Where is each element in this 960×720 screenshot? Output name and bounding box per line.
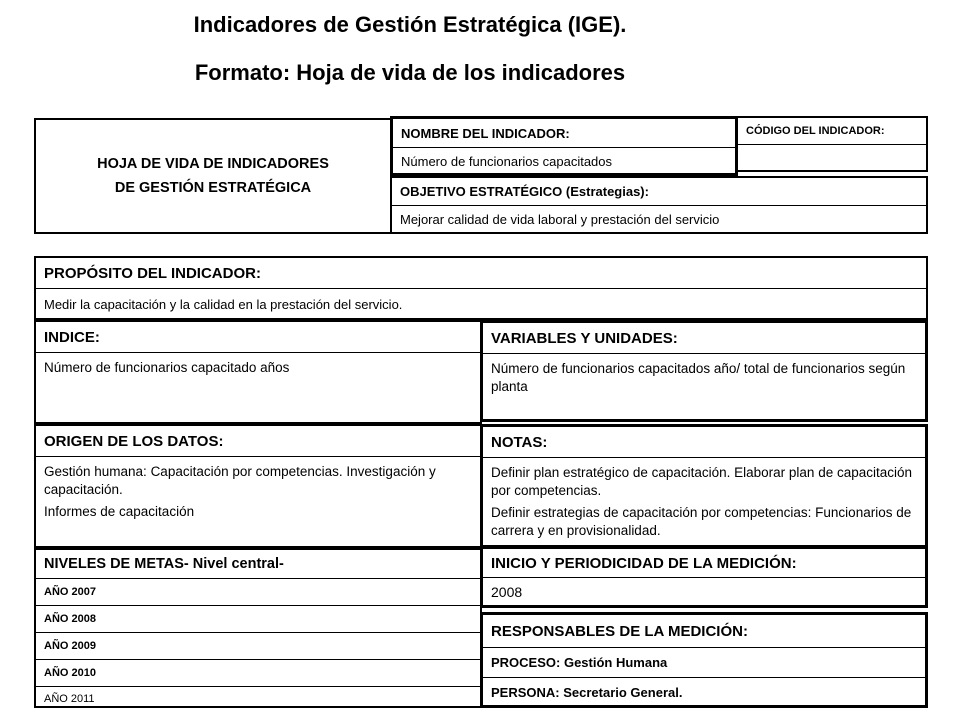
responsables-box	[480, 612, 928, 708]
indice-label: INDICE:	[44, 328, 100, 346]
origen-datos-line: Informes de capacitación	[44, 504, 195, 519]
proposito-value: Medir la capacitación y la calidad en la prestación del servicio.	[36, 288, 926, 319]
meta-year-row: AÑO 2009	[36, 632, 480, 659]
responsables-proceso: PROCESO: Gestión Humana	[483, 647, 925, 677]
proposito-label: PROPÓSITO DEL INDICADOR:	[44, 264, 261, 282]
codigo-indicador-box	[736, 116, 928, 172]
notas-box	[480, 424, 928, 548]
origen-datos-box	[34, 424, 482, 548]
sheet-label-line2: DE GESTIÓN ESTRATÉGICA	[114, 180, 312, 196]
inicio-periodicidad-value: 2008	[483, 577, 925, 606]
meta-year-row: AÑO 2011	[36, 686, 480, 711]
origen-datos-text	[36, 456, 480, 531]
indice-box	[34, 320, 482, 424]
meta-year-row: AÑO 2010	[36, 659, 480, 686]
codigo-indicador-value	[738, 144, 926, 171]
sheet-label-box	[34, 118, 392, 234]
origen-datos-label: ORIGEN DE LOS DATOS:	[44, 432, 224, 450]
responsables-label: RESPONSABLES DE LA MEDICIÓN:	[491, 622, 748, 640]
objetivo-estrategico-value: Mejorar calidad de vida laboral y prestación del servicio	[392, 205, 926, 233]
inicio-periodicidad-label: INICIO Y PERIODICIDAD DE LA MEDICIÓN:	[491, 554, 797, 572]
objetivo-estrategico-box	[390, 176, 928, 234]
sheet-label-line1: HOJA DE VIDA DE INDICADORES	[97, 156, 329, 172]
origen-datos-line: Gestión humana: Capacitación por competencias. Investigación y capacitación.	[44, 464, 436, 497]
page-title: Indicadores de Gestión Estratégica (IGE).	[193, 12, 627, 37]
proposito-box	[34, 256, 928, 320]
indice-value: Número de funcionarios capacitado años	[36, 352, 480, 383]
codigo-indicador-label: CÓDIGO DEL INDICADOR:	[746, 125, 885, 137]
variables-label: VARIABLES Y UNIDADES:	[491, 329, 678, 347]
metas-box	[34, 548, 482, 708]
nombre-indicador-label: NOMBRE DEL INDICADOR:	[401, 125, 570, 141]
notas-label: NOTAS:	[491, 433, 548, 451]
meta-year-row: AÑO 2008	[36, 605, 480, 632]
inicio-periodicidad-box	[480, 546, 928, 608]
metas-label: NIVELES DE METAS- Nivel central-	[44, 556, 284, 572]
responsables-persona: PERSONA: Secretario General.	[483, 677, 925, 707]
variables-value: Número de funcionarios capacitados año/ total de funcionarios según planta	[483, 353, 925, 402]
variables-box	[480, 320, 928, 422]
page-subtitle: Formato: Hoja de vida de los indicadores	[194, 60, 626, 85]
notas-text	[483, 457, 925, 550]
notas-line: Definir plan estratégico de capacitación. Elaborar plan de capacitación por competencias.	[491, 465, 913, 498]
nombre-indicador-value: Número de funcionarios capacitados	[393, 147, 735, 174]
meta-year-row: AÑO 2007	[36, 578, 480, 605]
objetivo-estrategico-label: OBJETIVO ESTRATÉGICO (Estrategias):	[400, 184, 649, 199]
notas-line: Definir estrategias de capacitación por competencias: Funcionarios de carrera y en provisionalidad.	[491, 505, 912, 538]
nombre-indicador-box	[390, 116, 738, 176]
